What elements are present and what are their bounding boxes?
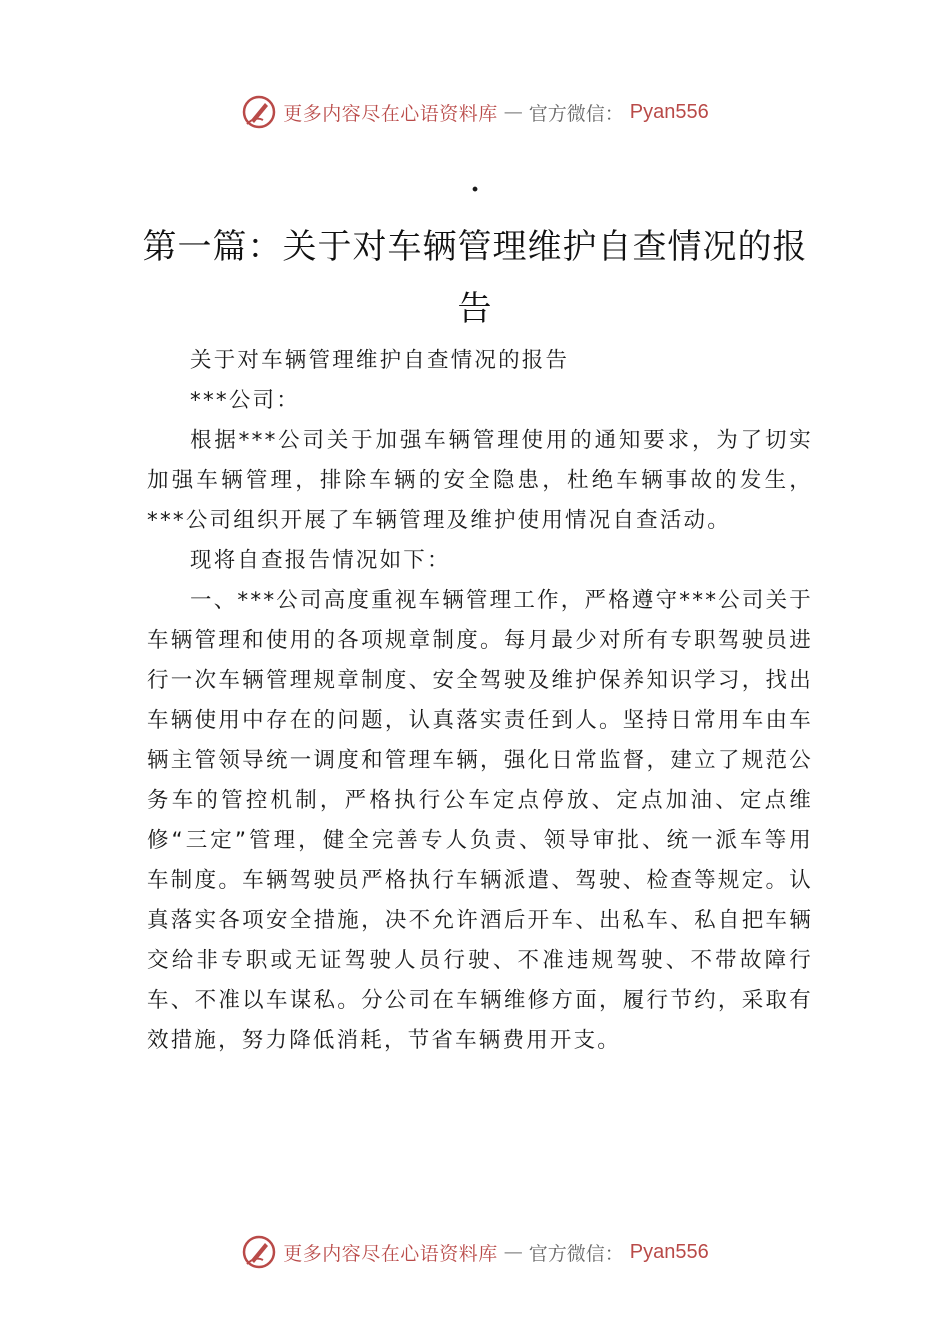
document-body [147,341,813,1061]
banner-weixin-id: Pyan556 [629,1240,709,1263]
header-banner [0,92,950,132]
banner-separator: — [503,1241,523,1263]
paragraph: 根据***公司关于加强车辆管理使用的通知要求，为了切实加强车辆管理，排除车辆的安全隐患，杜绝车辆事故的发生，***公司组织开展了车辆管理及维护使用情况自查活动。 [147,428,813,533]
footer-banner [0,1232,950,1272]
pen-circle-logo-icon [241,1234,277,1270]
banner-weixin-id: Pyan556 [629,100,709,123]
paragraph: 关于对车辆管理维护自查情况的报告 [190,348,570,373]
paragraph: 一、***公司高度重视车辆管理工作，严格遵守***公司关于车辆管理和使用的各项规章制度。每月最少对所有专职驾驶员进行一次车辆管理规章制度、安全驾驶及维护保养知识学习，找出车辆使用中存在的问题，认真落实责任到人。坚持日常用车由车辆主管领导统一调度和管理车辆，强化日常监督，建立了规范公务车的管控机制，严格执行公车定点停放、定点加油、定点维修“三定”管理，健全完善专人负责、领导审批、统一派车等用车制度。车辆驾驶员严格执行车辆派遣、驾驶、检查等规定。认真落实各项安全措施，决不允许酒后开车、出私车、私自把车辆交给非专职或无证驾驶人员行驶、不准违规驾驶、不带故障行车、不准以车谋私。分公司在车辆维修方面，履行节约，采取有效措施，努力降低消耗，节省车辆费用开支。 [147,588,813,1053]
banner-weixin-label: 官方微信： [528,102,624,125]
pen-circle-logo-icon [241,94,277,130]
banner-separator: — [503,101,523,123]
banner-weixin-label: 官方微信： [528,1242,624,1265]
paragraph: ***公司： [190,388,300,413]
page-dot: . [470,168,480,198]
page-title: 第一篇：关于对车辆管理维护自查情况的报告 [142,227,808,329]
paragraph: 现将自查报告情况如下： [190,548,451,573]
banner-text: 更多内容尽在心语资料库 [283,102,498,125]
banner-text: 更多内容尽在心语资料库 [283,1242,498,1265]
